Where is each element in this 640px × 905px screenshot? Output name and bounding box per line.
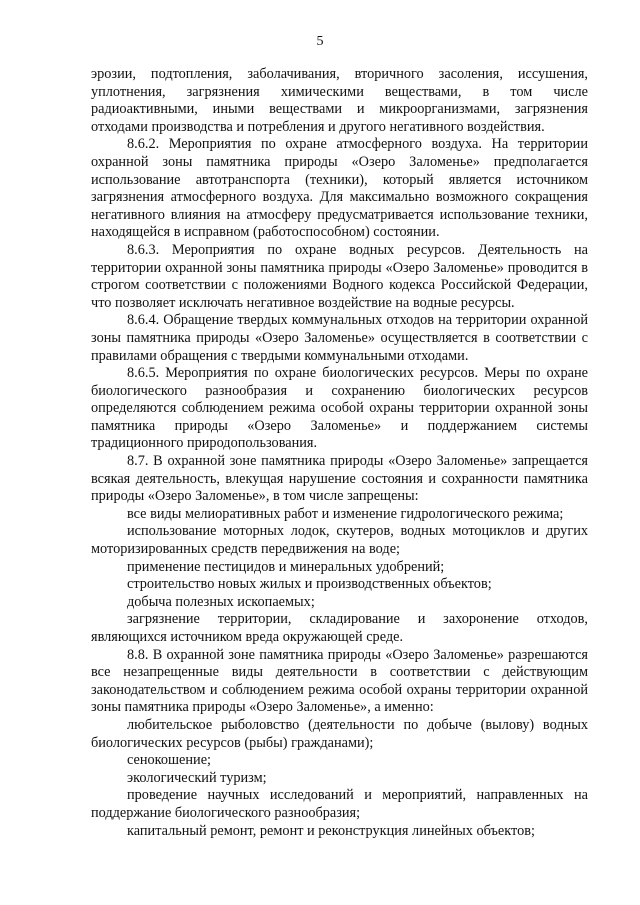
paragraph: строительство новых жилых и производственных объектов; [127, 576, 492, 593]
paragraph: 8.7. В охранной зоне памятника природы «Озеро Заломенье» запрещается всякая деятельность, влекущая нарушение состояния и сохранности памятника природы «Озеро Заломенье», в том числе запрещены: [91, 453, 588, 505]
paragraph: любительское рыболовство (деятельности по добыче (вылову) водных биологических ресурсов (рыбы) гражданами); [91, 716, 588, 751]
paragraph: капитальный ремонт, ремонт и реконструкция линейных объектов; [127, 822, 535, 839]
paragraph: сенокошение; [127, 752, 212, 769]
paragraph: 8.6.4. Обращение твердых коммунальных отходов на территории охранной зоны памятника природы «Озеро Заломенье» осуществляется в соответствии с правилами обращения с твердыми коммунальными отходами. [91, 312, 588, 364]
paragraph: экологический туризм; [127, 769, 267, 786]
paragraph: 8.8. В охранной зоне памятника природы «Озеро Заломенье» разрешаются все незапрещенные виды деятельности в соответствии с действующим законодательством и соблюдением режима особой охраны территории охранной зоны памятника природы «Озеро Заломенье», а именно: [91, 646, 588, 716]
paragraph: применение пестицидов и минеральных удобрений; [127, 558, 445, 575]
paragraph: 8.6.2. Мероприятия по охране атмосферного воздуха. На территории охранной зоны памятника природы «Озеро Заломенье» предполагается использование автотранспорта (техники), который является источником загрязнения атмосферного воздуха. Для максимально возможного сокращения негативного влияния на атмосферу предусматривается использование техники, находящейся в исправном (работоспособном) состоянии. [91, 136, 588, 241]
paragraph: 8.6.3. Мероприятия по охране водных ресурсов. Деятельность на территории охранной зоны памятника природы «Озеро Заломенье» проводится в строгом соответствии с положениями Водного кодекса Российской Федерации, что позволяет исключать негативное воздействие на водные ресурсы. [91, 241, 588, 311]
paragraph: проведение научных исследований и мероприятий, направленных на поддержание биологического разнообразия; [91, 787, 588, 821]
paragraph: 8.6.5. Мероприятия по охране биологических ресурсов. Меры по охране биологического разнообразия и сохранению биологических ресурсов определяются соблюдением режима особой охраны территории охранной зоны памятника природы «Озеро Заломенье» и поддержанием системы традиционного природопользования. [91, 365, 588, 452]
paragraph: добыча полезных ископаемых; [127, 593, 315, 610]
document-body [91, 66, 588, 840]
paragraph: все виды мелиоративных работ и изменение гидрологического режима; [127, 505, 564, 522]
page-number: 5 [316, 34, 324, 49]
paragraph: использование моторных лодок, скутеров, водных мотоциклов и других моторизированных средств передвижения на воде; [91, 523, 588, 558]
paragraph: загрязнение территории, складирование и захоронение отходов, являющихся источником вреда окружающей среде. [91, 611, 588, 645]
paragraph: эрозии, подтопления, заболачивания, вторичного засоления, иссушения, уплотнения, загрязнения химическими веществами, в том числе радиоактивными, иными веществами и микроорганизмами, загрязнения отходами производства и потребления и другого негативного воздействия. [91, 66, 588, 135]
